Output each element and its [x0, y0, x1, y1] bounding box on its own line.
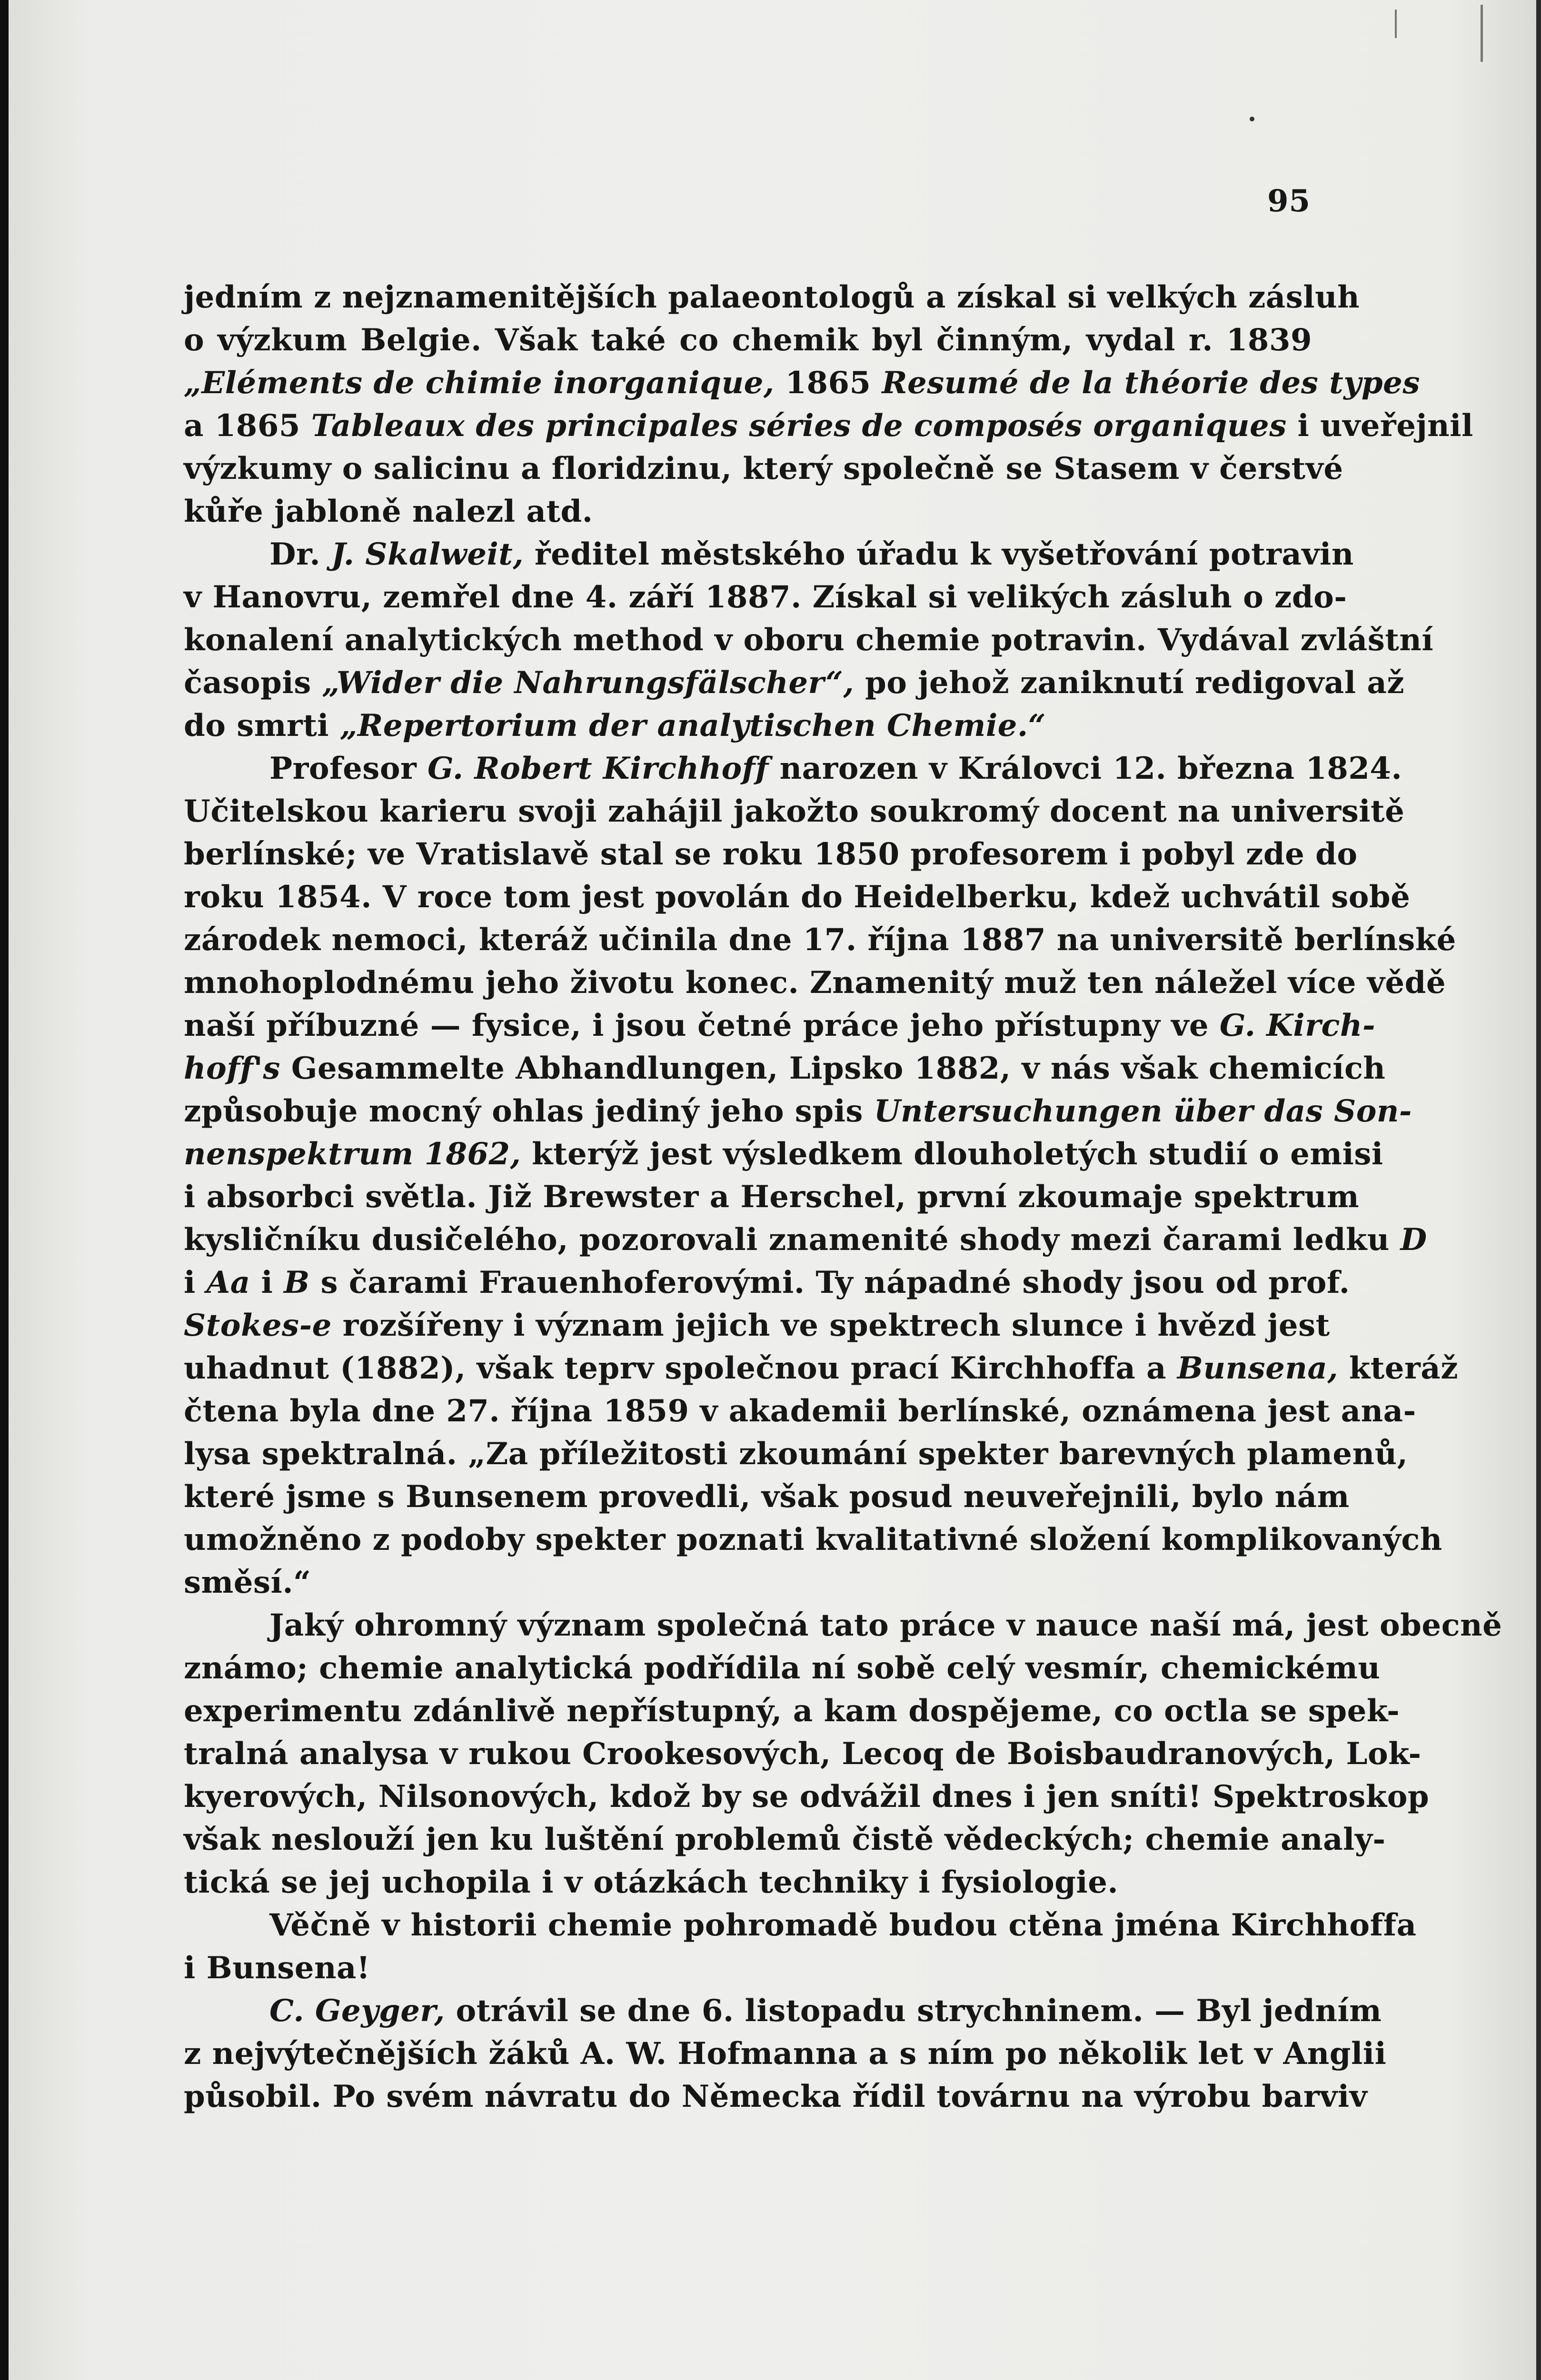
scan-artifact — [1395, 10, 1397, 38]
text-line — [184, 405, 1473, 447]
text-line — [184, 1733, 1422, 1775]
text-line — [184, 662, 1405, 704]
text-line — [184, 1690, 1400, 1733]
text-segment: rozšířeny i význam jejich ve spektrech slunce i hvězd jest — [331, 1308, 1330, 1343]
text-segment: i absorbci světla. Již Brewster a Herschel, první zkoumaje spektrum — [184, 1179, 1360, 1215]
text-segment: 1865 — [774, 365, 882, 401]
text-segment: Učitelskou karieru svoji zahájil jakožto soukromý docent na universitě — [184, 793, 1405, 829]
text-line — [184, 1261, 1350, 1304]
text-segment: jedním z nejznamenitějších palaeontologů a získal si velkých zásluh — [184, 279, 1360, 315]
text-line — [184, 619, 1434, 662]
text-line — [184, 1433, 1408, 1476]
text-segment: mnohoplodnému jeho životu konec. Znamenitý muž ten náležel více vědě — [184, 965, 1446, 1001]
text-segment: a 1865 — [184, 408, 311, 444]
italic-text: Tableaux des principales séries de composés organiques — [311, 408, 1287, 444]
text-line — [184, 1304, 1330, 1347]
text-segment: však neslouží jen ku luštění problemů čistě vědeckých; chemie analy- — [184, 1822, 1386, 1857]
scan-artifact — [1250, 117, 1254, 121]
text-segment: Věčně v historii chemie pohromadě budou ctěna jména Kirchhoffa — [269, 1907, 1417, 1943]
text-line — [184, 1176, 1360, 1219]
italic-text: G. Robert Kirchhoff — [428, 751, 769, 786]
italic-text: „Repertorium der analytischen Chemie.“ — [339, 708, 1046, 744]
italic-text: D — [1400, 1222, 1427, 1258]
scan-artifact — [1481, 5, 1483, 62]
italic-text: hoff's — [184, 1051, 280, 1086]
italic-text: G. Kirch- — [1219, 1008, 1375, 1043]
italic-text: C. Geyger, — [269, 1993, 445, 2029]
italic-text: Untersuchungen über das Son- — [874, 1093, 1412, 1129]
text-segment: časopis — [184, 665, 322, 701]
text-segment: umožněno z podoby spekter poznati kvalitativné složení komplikovaných — [184, 1522, 1442, 1557]
text-line — [184, 576, 1347, 619]
text-segment: i Bunsena! — [184, 1950, 370, 1986]
text-line — [184, 1861, 1312, 1904]
text-line — [184, 1090, 1412, 1133]
text-segment: konalení analytických method v oboru chemie potravin. Vydával zvláštní — [184, 622, 1434, 658]
text-line — [184, 490, 1312, 533]
text-line — [184, 1047, 1386, 1090]
italic-text: Resumé de la théorie des types — [882, 365, 1420, 401]
italic-text: „Eléments de chimie inorganique, — [184, 365, 775, 401]
italic-text: J. Skalweit, — [331, 536, 524, 572]
text-segment: experimentu zdánlivě nepřístupný, a kam dospějeme, co octla se spek- — [184, 1693, 1400, 1729]
text-segment: působil. Po svém návratu do Německa řídil továrnu na výrobu barviv — [184, 2079, 1368, 2114]
scan-edge-left — [0, 0, 9, 2380]
text-segment: tická se jej uchopila i v otázkách techniky i fysiologie. — [184, 1864, 1119, 1900]
text-line — [184, 1818, 1386, 1861]
text-segment: i — [250, 1265, 284, 1300]
text-segment: známo; chemie analytická podřídila ní sobě celý vesmír, chemickému — [184, 1650, 1381, 1686]
text-line — [184, 533, 1354, 576]
text-segment: způsobuje mocný ohlas jediný jeho spis — [184, 1093, 874, 1129]
text-segment: výzkumy o salicinu a floridzinu, který společně se Stasem v čerstvé — [184, 451, 1343, 486]
text-segment: čtena byla dne 27. října 1859 v akademii berlínské, oznámena jest ana- — [184, 1393, 1416, 1429]
text-segment: do smrti — [184, 708, 340, 744]
page-number: 95 — [1267, 183, 1311, 219]
italic-text: nenspektrum 1862, — [184, 1136, 521, 1172]
text-line — [184, 790, 1405, 833]
text-segment: Profesor — [269, 751, 428, 786]
text-line — [184, 1561, 1312, 1604]
text-line — [184, 319, 1312, 362]
text-line — [184, 1775, 1430, 1818]
text-segment: lysa spektralná. „Za příležitosti zkoumání spekter barevných plamenů, — [184, 1436, 1408, 1472]
text-line — [184, 2075, 1368, 2118]
italic-text: Bunsena, — [1177, 1350, 1339, 1386]
text-line — [184, 1647, 1381, 1690]
text-line — [184, 1518, 1442, 1561]
text-line — [184, 1947, 1312, 1990]
text-line — [184, 876, 1411, 919]
text-segment: Jaký ohromný význam společná tato práce v nauce naší má, jest obecně — [269, 1607, 1502, 1643]
text-line — [184, 1604, 1502, 1647]
text-line — [184, 1990, 1382, 2033]
body-text — [184, 276, 1502, 2118]
text-segment: zárodek nemoci, kteráž učinila dne 17. října 1887 na universitě berlínské — [184, 922, 1456, 958]
italic-text: „Wider die Nahrungsfälscher“, — [322, 665, 855, 701]
text-segment: po jehož zaniknutí redigoval až — [854, 665, 1405, 701]
text-segment: Dr. — [269, 536, 331, 572]
text-segment: i uveřejnil — [1286, 408, 1473, 444]
text-line — [184, 833, 1358, 876]
text-line — [184, 1219, 1427, 1261]
text-segment: i — [184, 1265, 207, 1300]
text-segment: kterýž jest výsledkem dlouholetých studií o emisi — [521, 1136, 1383, 1172]
text-segment: otrávil se dne 6. listopadu strychninem. — Byl jedním — [445, 1993, 1382, 2029]
text-line — [184, 704, 1312, 747]
scan-edge-right — [1536, 0, 1541, 2380]
text-segment: tralná analysa v rukou Crookesových, Lecoq de Boisbaudranových, Lok- — [184, 1736, 1422, 1772]
text-segment: o výzkum Belgie. Však také co chemik byl činným, vydal r. 1839 — [184, 322, 1312, 358]
text-segment: v Hanovru, zemřel dne 4. září 1887. Získal si velikých zásluh o zdo- — [184, 579, 1347, 615]
text-segment: kysličníku dusičelého, pozorovali znamenité shody mezi čarami ledku — [184, 1222, 1401, 1258]
text-segment: naší příbuzné — fysice, i jsou četné práce jeho přístupny ve — [184, 1008, 1220, 1043]
text-segment: které jsme s Bunsenem provedli, však posud neuveřejnili, bylo nám — [184, 1479, 1350, 1515]
text-line — [184, 919, 1456, 962]
text-line — [184, 1004, 1375, 1047]
text-segment: berlínské; ve Vratislavě stal se roku 1850 profesorem i pobyl zde do — [184, 836, 1358, 872]
text-segment: kteráž — [1338, 1350, 1459, 1386]
text-line — [184, 2033, 1387, 2075]
text-segment: kůře jabloně nalezl atd. — [184, 494, 593, 529]
text-segment: s čarami Frauenhoferovými. Ty nápadné shody jsou od prof. — [309, 1265, 1350, 1300]
text-line — [184, 1390, 1416, 1433]
text-line — [184, 447, 1343, 490]
italic-text: B — [284, 1265, 310, 1300]
text-line — [184, 1476, 1350, 1518]
text-line — [184, 747, 1402, 790]
italic-text: Stokes-e — [184, 1308, 332, 1343]
text-line — [184, 276, 1360, 319]
text-segment: směsí.“ — [184, 1565, 311, 1600]
text-line — [184, 1347, 1459, 1390]
text-line — [184, 1904, 1417, 1947]
text-segment: kyerových, Nilsonových, kdož by se odvážil dnes i jen sníti! Spektroskop — [184, 1779, 1430, 1815]
text-segment: Gesammelte Abhandlungen, Lipsko 1882, v nás však chemicích — [280, 1051, 1386, 1086]
text-line — [184, 1133, 1383, 1176]
italic-text: Aa — [206, 1265, 250, 1300]
text-line — [184, 962, 1446, 1004]
text-segment: narozen v Královci 12. března 1824. — [768, 751, 1402, 786]
text-line — [184, 362, 1420, 405]
text-segment: ředitel městského úřadu k vyšetřování potravin — [524, 536, 1354, 572]
text-segment: uhadnut (1882), však teprv společnou prací Kirchhoffa a — [184, 1350, 1177, 1386]
text-segment: z nejvýtečnějších žáků A. W. Hofmanna a s ním po několik let v Anglii — [184, 2036, 1387, 2072]
text-segment: roku 1854. V roce tom jest povolán do Heidelberku, kdež uchvátil sobě — [184, 879, 1411, 915]
